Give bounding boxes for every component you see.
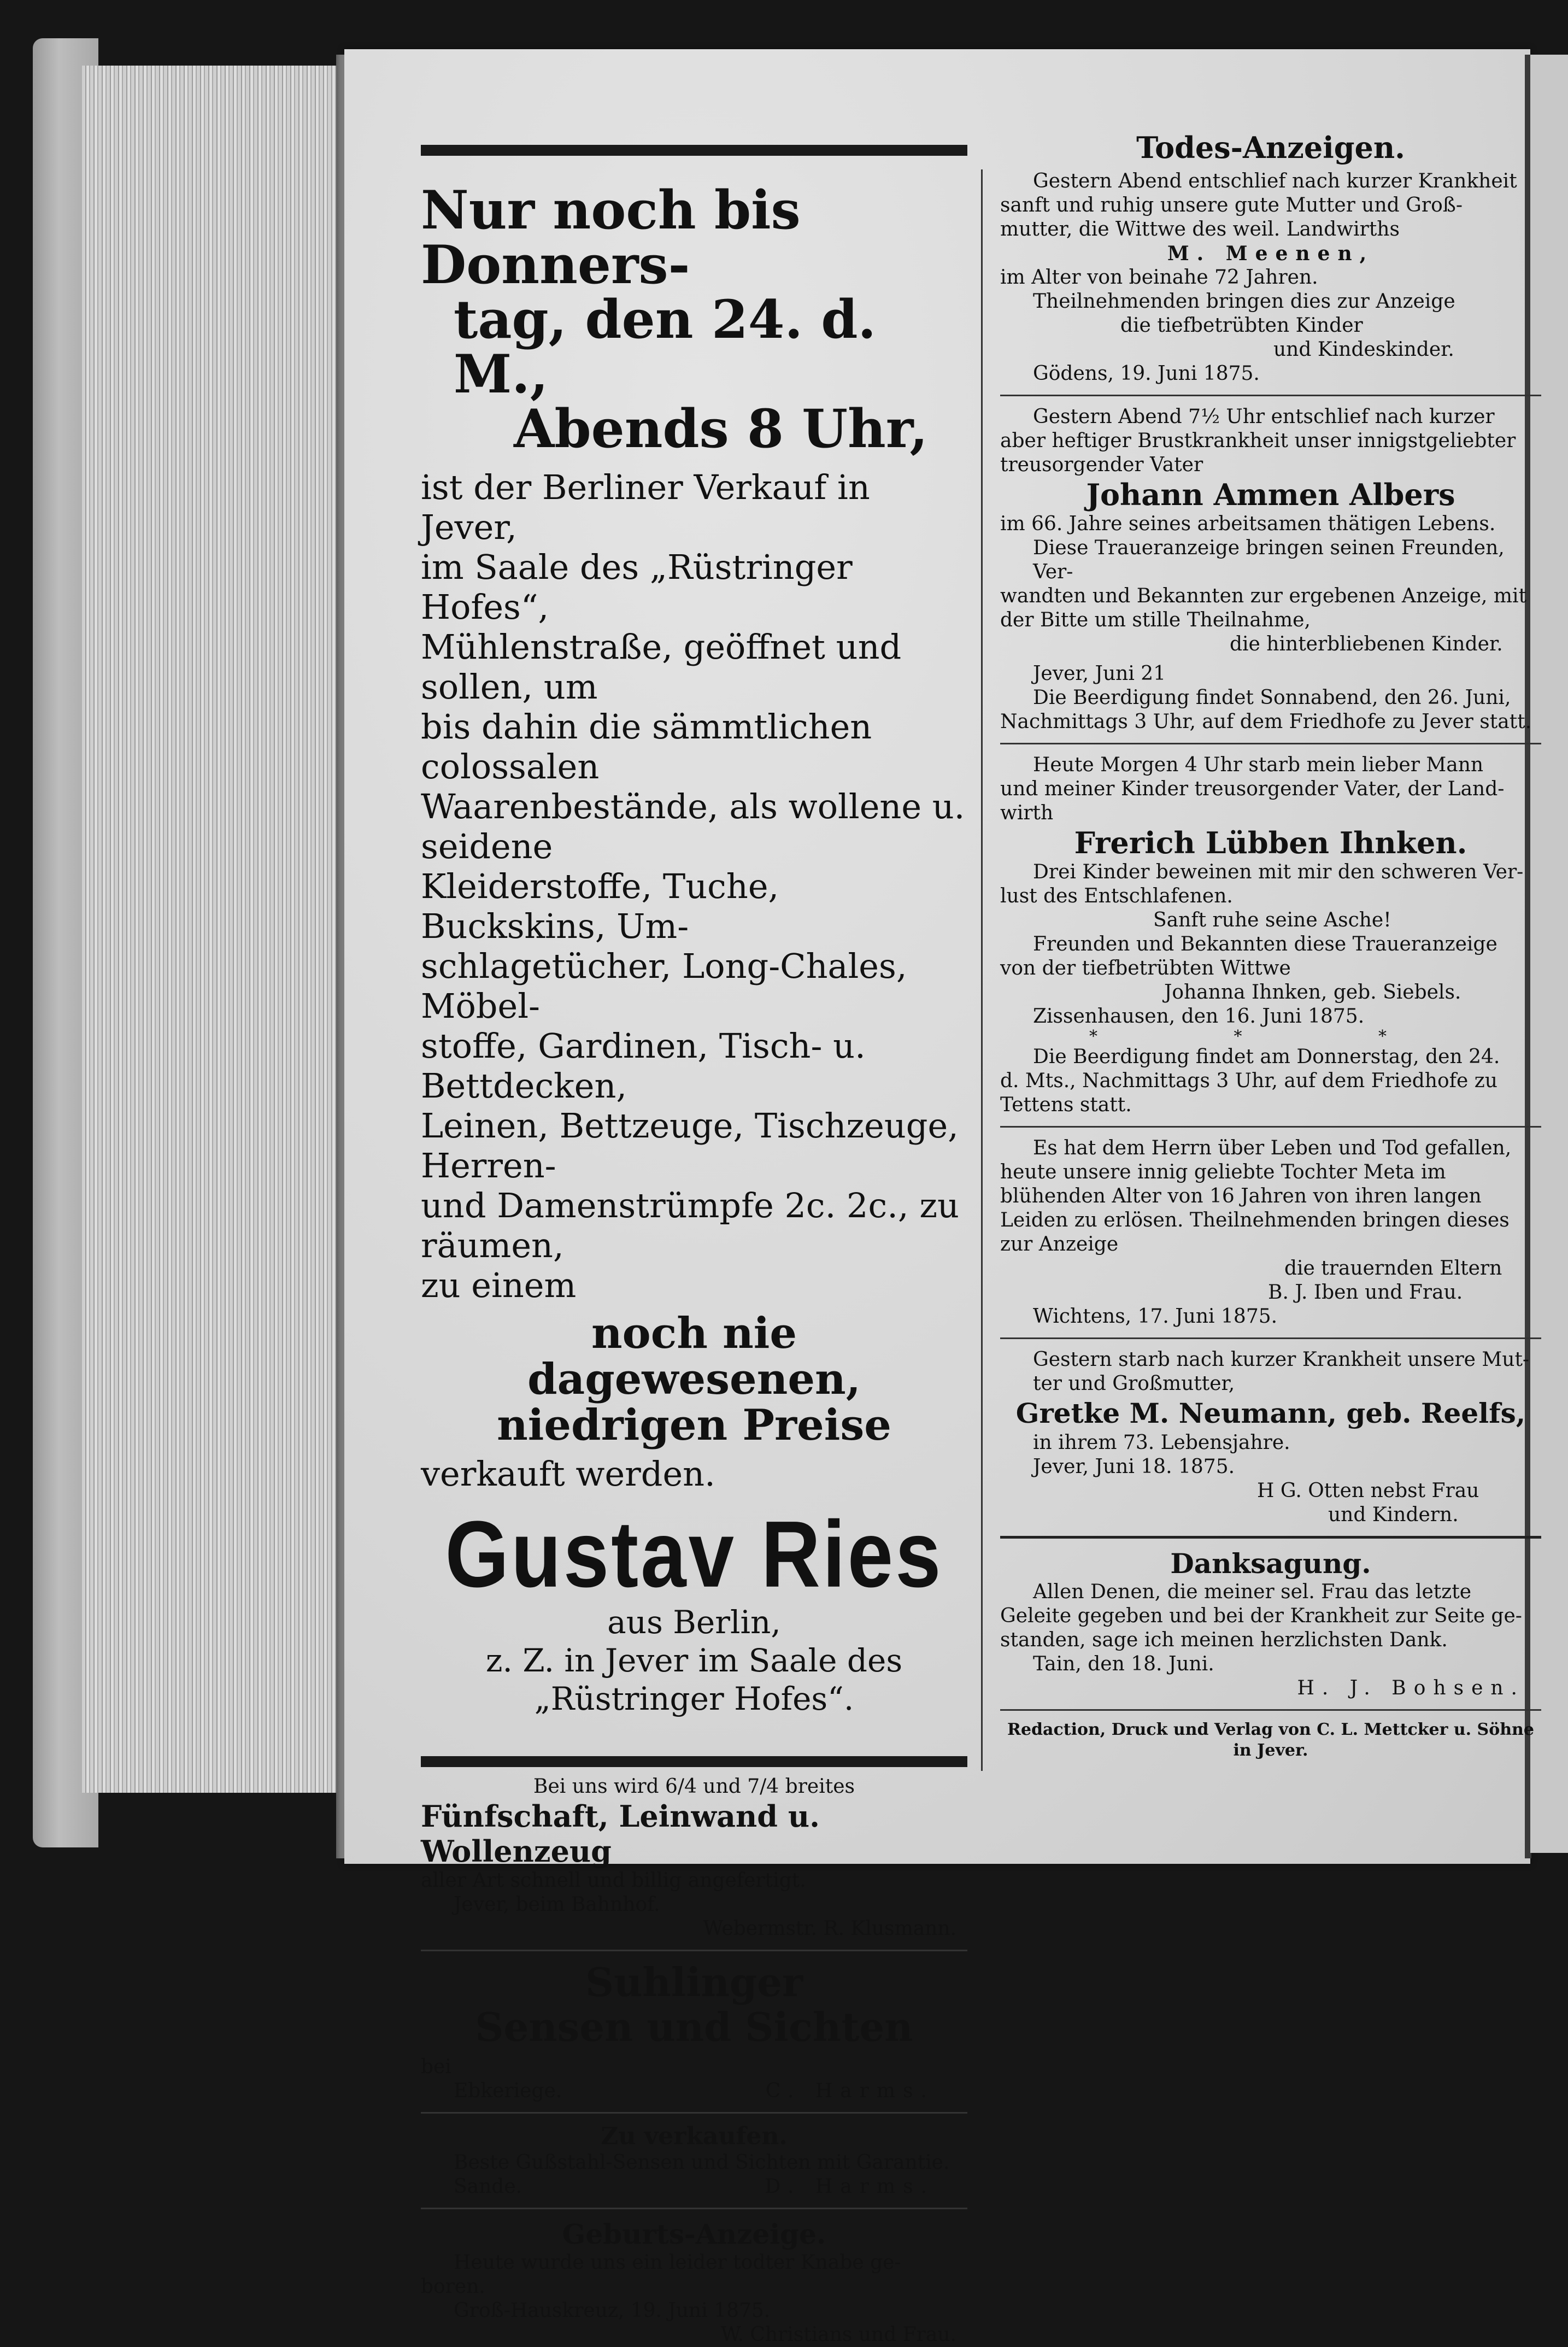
death-notices-title: Todes-Anzeigen. <box>1136 130 1405 165</box>
notice-line: wandten und Bekannten zur ergebenen Anzeige, mit <box>1000 585 1527 607</box>
scythe-head-2: Sensen und Sichten <box>475 2004 913 2050</box>
main-ad <box>421 179 967 1718</box>
thanks-line: standen, sage ich meinen herzlichsten Dank. <box>1000 1629 1448 1651</box>
notice-iben <box>1000 1136 1541 1329</box>
sale-sign: D. Harms. <box>765 2175 935 2198</box>
main-ad-line: zu einem <box>421 1265 577 1305</box>
page-edges <box>82 66 355 1793</box>
notice-line: mutter, die Wittwe des weil. Landwirths <box>1000 218 1400 240</box>
notice-place: Jever, Juni 21 <box>1033 662 1166 685</box>
birth-head: Geburts-Anzeige. <box>562 2218 826 2250</box>
main-ad-line: Leinen, Bettzeuge, Tischzeuge, Herren- <box>421 1106 959 1186</box>
notice-line: im Alter von beinahe 72 Jahren. <box>1000 266 1318 289</box>
notice-line: Gestern Abend entschlief nach kurzer Krankheit <box>1033 170 1517 192</box>
merchant-name: Gustav Ries <box>445 1501 943 1607</box>
notice-line: lust des Entschlafenen. <box>1000 885 1233 907</box>
scythe-sign: C. Harms. <box>765 2080 935 2102</box>
notice-line: sanft und ruhig unsere gute Mutter und Groß- <box>1000 194 1463 216</box>
notice-line: wirth <box>1000 802 1054 824</box>
notice-line: Es hat dem Herrn über Leben und Tod gefallen, <box>1033 1137 1512 1159</box>
thanks-place: Tain, den 18. Juni. <box>1033 1653 1214 1675</box>
notice-name: Frerich Lübben Ihnken. <box>1074 825 1467 860</box>
main-ad-head-1: Nur noch bis Donners- <box>421 179 801 296</box>
birth-line-2: boren. <box>421 2275 485 2298</box>
notice-name: M. Meenen, <box>1167 242 1375 265</box>
birth-line-1: Heute wurde uns ein leider todter Knabe ge- <box>454 2251 901 2274</box>
thanks-sign: H. J. Bohsen. <box>1297 1677 1525 1699</box>
notice-line: die tiefbetrübten Kinder <box>1120 314 1363 337</box>
divider <box>421 2208 967 2209</box>
notice-line: Tettens statt. <box>1000 1094 1132 1116</box>
thanks-head: Danksagung. <box>1170 1547 1371 1580</box>
notice-line: und Kindeskinder. <box>1273 338 1454 361</box>
section-rule <box>421 1756 967 1767</box>
merchant-loc-1: z. Z. in Jever im Saale des <box>485 1642 903 1679</box>
notice-place: Gödens, 19. Juni 1875. <box>1033 362 1260 385</box>
notice-name: Johann Ammen Albers <box>1086 477 1455 512</box>
notice-line: Die Beerdigung findet Sonnabend, den 26. Juni, <box>1033 687 1511 709</box>
divider <box>1000 1709 1541 1711</box>
sale-ad <box>421 2122 967 2199</box>
notice-line: Freunden und Bekannten diese Traueranzeige <box>1033 933 1497 955</box>
main-ad-line: Kleiderstoffe, Tuche, Buckskins, Um- <box>421 866 779 946</box>
notice-line: Theilnehmenden bringen dies zur Anzeige <box>1033 290 1455 313</box>
scythe-place: Ebkeriege. <box>454 2080 562 2102</box>
column-divider <box>981 169 983 1771</box>
notice-line: B. J. Iben und Frau. <box>1268 1281 1463 1304</box>
thanks-line: Geleite gegeben und bei der Krankheit zur Seite ge- <box>1000 1605 1522 1627</box>
top-rule <box>421 145 967 156</box>
notice-line: Johanna Ihnken, geb. Siebels. <box>1164 981 1461 1004</box>
main-ad-line: ist der Berliner Verkauf in Jever, <box>421 467 870 547</box>
divider <box>421 1950 967 1951</box>
main-ad-body <box>421 467 967 1305</box>
main-ad-line: im Saale des „Rüstringer Hofes“, <box>421 547 853 627</box>
thanks-notice <box>1000 1547 1541 1700</box>
notice-line: d. Mts., Nachmittags 3 Uhr, auf dem Friedhofe zu <box>1000 1070 1497 1092</box>
imprint: Redaction, Druck und Verlag von C. L. Mettcker u. Söhne in Jever. <box>1007 1720 1534 1760</box>
notice-line: Leiden zu erlösen. Theilnehmenden bringen dieses <box>1000 1209 1510 1231</box>
asterism: * * * <box>1089 1027 1453 1046</box>
main-ad-line: stoffe, Gardinen, Tisch- u. Bettdecken, <box>421 1026 866 1106</box>
divider <box>1000 395 1541 396</box>
notice-line: Gestern starb nach kurzer Krankheit unsere Mut- <box>1033 1348 1530 1371</box>
birth-place: Groß-Hauskreuz, 19. Juni 1875. <box>454 2299 771 2322</box>
sale-footer <box>421 2175 967 2199</box>
price-line-1: noch nie dagewesenen, <box>527 1309 861 1404</box>
main-ad-line: schlagetücher, Long-Chales, Möbel- <box>421 946 907 1026</box>
main-ad-line: Mühlenstraße, geöffnet und sollen, um <box>421 627 902 707</box>
merchant-loc-2: „Rüstringer Hofes“. <box>534 1680 854 1717</box>
notice-line: und meiner Kinder treusorgender Vater, der Land- <box>1000 778 1505 800</box>
notice-ihnken <box>1000 753 1541 1117</box>
notice-place: Zissenhausen, den 16. Juni 1875. <box>1033 1005 1365 1028</box>
main-ad-line: Waarenbestände, als wollene u. seidene <box>421 787 965 866</box>
price-line-2: niedrigen Preise <box>497 1400 891 1450</box>
scythe-head-1: Suhlinger <box>585 1959 803 2005</box>
notice-line: Sanft ruhe seine Asche! <box>1153 909 1391 931</box>
scythe-bei: bei <box>421 2056 451 2078</box>
notice-line: in ihrem 73. Lebensjahre. <box>1033 1431 1290 1454</box>
notice-neumann <box>1000 1348 1541 1527</box>
divider <box>1000 743 1541 744</box>
weaver-line-3: Jever, beim Bahnhof. <box>454 1893 660 1916</box>
notice-line: Die Beerdigung findet am Donnerstag, den 24. <box>1033 1046 1500 1068</box>
main-ad-head-2: tag, den 24. d. M., <box>454 289 876 405</box>
notice-line: die hinterbliebenen Kinder. <box>1230 633 1503 655</box>
sale-place: Sande. <box>454 2175 522 2198</box>
sale-line: Beste Gußstahl-Sensen und Sichten mit Garantie. <box>454 2151 950 2174</box>
divider <box>1000 1337 1541 1339</box>
notice-place: Wichtens, 17. Juni 1875. <box>1033 1305 1278 1328</box>
scythe-ad <box>421 1960 967 2103</box>
notice-line: der Bitte um stille Theilnahme, <box>1000 609 1311 631</box>
notice-albers <box>1000 405 1541 734</box>
thanks-line: Allen Denen, die meiner sel. Frau das letzte <box>1033 1581 1472 1603</box>
divider <box>1000 1126 1541 1128</box>
notice-line: Nachmittags 3 Uhr, auf dem Friedhofe zu Jever statt. <box>1000 711 1532 733</box>
main-ad-line: und Damenstrümpfe 2c. 2c., zu räumen, <box>421 1186 959 1265</box>
notice-line: Gestern Abend 7½ Uhr entschlief nach kurzer <box>1033 406 1495 428</box>
notice-line: H G. Otten nebst Frau <box>1257 1480 1479 1502</box>
notice-line: Diese Traueranzeige bringen seinen Freunden, Ver- <box>1033 537 1505 583</box>
weaver-ad <box>421 1775 967 1941</box>
left-column <box>421 145 967 2347</box>
merchant-from: aus Berlin, <box>607 1604 781 1641</box>
notice-line: Heute Morgen 4 Uhr starb mein lieber Mann <box>1033 754 1484 776</box>
divider <box>421 2112 967 2114</box>
notice-line: im 66. Jahre seines arbeitsamen thätigen Lebens. <box>1000 513 1496 535</box>
weaver-line-1: Bei uns wird 6/4 und 7/4 breites <box>533 1775 855 1798</box>
notice-line: aber heftiger Brustkrankheit unser innigstgeliebter <box>1000 430 1516 452</box>
notice-line: ter und Großmutter, <box>1033 1372 1235 1395</box>
notice-line: zur Anzeige <box>1000 1233 1119 1255</box>
notice-name: Gretke M. Neumann, geb. Reelfs, <box>1015 1397 1526 1429</box>
sale-head: Zu verkaufen. <box>601 2122 788 2150</box>
notice-line: und Kindern. <box>1328 1504 1459 1526</box>
scythe-footer <box>421 2079 967 2103</box>
notice-meenen <box>1000 169 1541 386</box>
weaver-sign: Webermstr. R. Klusmann. <box>703 1917 956 1940</box>
weaver-line-2: aller Art schnell und billig angefertigt. <box>421 1869 806 1892</box>
main-ad-head-3: Abends 8 Uhr, <box>514 398 928 460</box>
sold-line: verkauft werden. <box>421 1454 715 1494</box>
birth-ad <box>421 2218 967 2347</box>
right-column <box>1000 131 1541 1761</box>
weaver-head: Fünfschaft, Leinwand u. Wollenzeug <box>421 1799 820 1869</box>
divider <box>1000 1536 1541 1539</box>
main-ad-line: bis dahin die sämmtlichen colossalen <box>421 707 872 787</box>
notice-line: Drei Kinder beweinen mit mir den schweren Ver- <box>1033 861 1524 883</box>
notice-line: heute unsere innig geliebte Tochter Meta im <box>1000 1161 1446 1183</box>
notice-place: Jever, Juni 18. 1875. <box>1033 1456 1235 1478</box>
notice-line: die trauernden Eltern <box>1284 1257 1502 1280</box>
notice-line: blühenden Alter von 16 Jahren von ihren langen <box>1000 1185 1482 1207</box>
notice-line: treusorgender Vater <box>1000 454 1203 476</box>
birth-sign: W. Christians und Frau. <box>720 2323 956 2346</box>
notice-line: von der tiefbetrübten Wittwe <box>1000 957 1291 979</box>
